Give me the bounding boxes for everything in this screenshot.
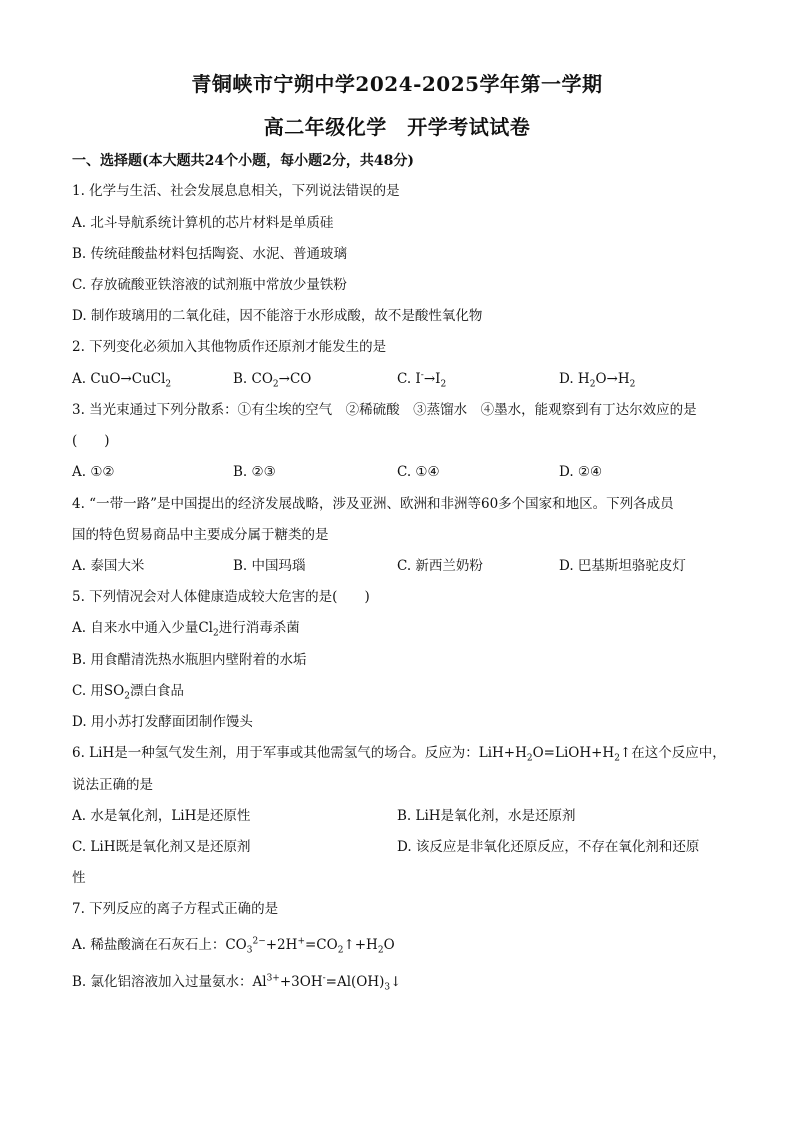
question-5-option-b: B. 用食醋清洗热水瓶胆内壁附着的水垢 [72, 652, 307, 668]
question-3-answer-paren: ( ) [72, 433, 110, 449]
question-4-option-d: D. 巴基斯坦骆驼皮灯 [559, 558, 686, 574]
question-3-option-a: A. ①② [72, 464, 115, 480]
question-5-option-d: D. 用小苏打发酵面团制作馒头 [72, 714, 253, 730]
question-6-option-d-cont: 性 [72, 870, 86, 886]
question-7-option-b: B. 氯化铝溶液加入过量氨水：$Al^{3+}+3OH^-=Al(OH)_3↓$ [72, 973, 402, 993]
question-6-option-a: A. 水是氧化剂，LiH是还原性 [72, 808, 251, 824]
question-5-option-c: C. 用$SO_2$漂白食品 [72, 683, 184, 702]
question-6-option-d: D. 该反应是非氧化还原反应，不存在氧化剂和还原 [397, 839, 700, 855]
question-1-option-a: A. 北斗导航系统计算机的芯片材料是单质硅 [72, 215, 334, 231]
question-6-stem-cont: 说法正确的是 [72, 777, 153, 793]
section-heading: 一、选择题(本大题共24个小题，每小题2分，共48分) [72, 153, 414, 169]
question-4-option-c: C. 新西兰奶粉 [397, 558, 483, 574]
question-5-option-a: A. 自来水中通入少量$Cl_2$进行消毒杀菌 [72, 620, 300, 639]
question-3-option-b: B. ②③ [233, 464, 276, 480]
question-4-option-b: B. 中国玛瑙 [233, 558, 306, 574]
question-1-option-d: D. 制作玻璃用的二氧化硅，因不能溶于水形成酸，故不是酸性氧化物 [72, 308, 483, 324]
question-3-stem: 3. 当光束通过下列分散系：①有尘埃的空气 ②稀硫酸 ③蒸馏水 ④墨水，能观察到有丁达尔效应的是 [72, 402, 697, 418]
question-3-option-c: C. ①④ [397, 464, 440, 480]
exam-title: 青铜峡市宁朔中学2024-2025学年第一学期 [191, 72, 603, 96]
question-6-option-c: C. LiH既是氧化剂又是还原剂 [72, 839, 251, 855]
question-7-option-a: A. 稀盐酸滴在石灰石上：$CO_3^{2-}+2H^+=CO_2↑+H_2O$ [72, 936, 395, 956]
question-3-option-d: D. ②④ [559, 464, 603, 480]
question-7-stem: 7. 下列反应的离子方程式正确的是 [72, 901, 279, 917]
question-4-option-a: A. 泰国大米 [72, 558, 145, 574]
question-2-option-c: C. $I^-\to I_2$ [397, 370, 447, 390]
question-2-stem: 2. 下列变化必须加入其他物质作还原剂才能发生的是 [72, 339, 387, 355]
question-1-option-b: B. 传统硅酸盐材料包括陶瓷、水泥、普通玻璃 [72, 246, 348, 262]
question-4-stem-cont: 国的特色贸易商品中主要成分属于糖类的是 [72, 527, 329, 543]
question-6-option-b: B. LiH是氧化剂，水是还原剂 [397, 808, 576, 824]
question-5-stem: 5. 下列情况会对人体健康造成较大危害的是( ) [72, 589, 370, 605]
question-1-stem: 1. 化学与生活、社会发展息息相关，下列说法错误的是 [72, 183, 400, 199]
exam-subtitle: 高二年级化学 开学考试试卷 [263, 115, 531, 139]
question-4-stem: 4. “一带一路”是中国提出的经济发展战略，涉及亚洲、欧洲和非洲等60多个国家和地区。下列各成员 [72, 496, 674, 512]
question-1-option-c: C. 存放硫酸亚铁溶液的试剂瓶中常放少量铁粉 [72, 277, 347, 293]
question-2-option-d: D. $H_2O\to H_2$ [559, 371, 636, 390]
question-6-stem: 6. LiH是一种氢气发生剂，用于军事或其他需氢气的场合。反应为：$LiH+H_2O=LiOH+H_2↑$在这个反应中， [72, 745, 726, 764]
question-2-option-b: B. $CO_2\to CO$ [233, 371, 312, 390]
question-2-option-a: A. CuO→CuCl$_2$ [72, 371, 172, 390]
